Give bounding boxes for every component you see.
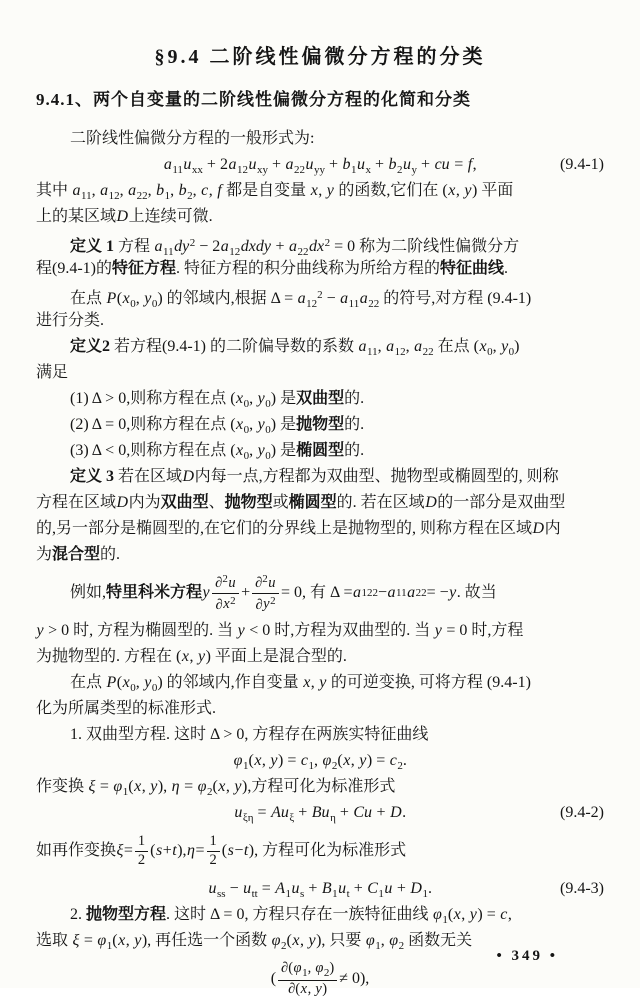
page-number: • 349 • — [496, 948, 558, 964]
text-line: 的,另一部分是椭圆型的,在它们的分界线上是抛物型的, 则称方程在区域D内 — [36, 520, 561, 537]
text-line: 二阶线性偏微分方程的一般形式为: — [70, 130, 315, 147]
text-line: 满足 — [36, 364, 69, 381]
equation-number: (9.4-1) — [560, 156, 604, 173]
equation-body: $a_{11}u_{xx} + 2a_{12}u_{xy} + a_{22}u_{yy} + b_1u_x + b_2u_y$ + cu = f, — [163, 156, 477, 176]
text-line: 为抛物型的. 方程在 (x, y) 平面上是混合型的. — [36, 648, 347, 665]
text-line: 为混合型的. — [36, 546, 121, 563]
equation-body: $u_{\xi\eta} = Au_\xi + Bu_\eta + Cu + D$. — [234, 804, 407, 824]
text-line: 进行分类. — [36, 312, 105, 329]
text-line: 定义2 若方程(9.4-1) 的二阶偏导数的系数 $a_{11}$, $a_{12}$, $a_{22}$ 在点 ($x_0$, $y_0$) — [70, 338, 520, 358]
equation — [36, 152, 604, 178]
text-line: 1. 双曲型方程. 这时 Δ > 0, 方程存在两族实特征曲线 — [70, 726, 429, 743]
text-line: 在点 $P(x_0$, $y_0$) 的邻域内,根据 $\Delta = a_{12}^2 - a_{11}a_{22}$ 的符号,对方程 (9.4-1) — [70, 289, 532, 310]
text-line: 2. 抛物型方程. 这时 Δ = 0, 方程只存在一族特征曲线 $\varphi_1(x$, y) = c, — [70, 906, 512, 926]
text-line: 上的某区域D上连续可微. — [36, 208, 213, 225]
page-title: §9.4 二阶线性偏微分方程的分类 — [154, 46, 486, 68]
equation-body: $u_{ss} - u_{tt} = A_1u_s + B_1u_t + C_1u + D_1$. — [208, 880, 432, 900]
text-line: 方程在区域D内为双曲型、抛物型或椭圆型的. 若在区域D的一部分是双曲型 — [36, 494, 566, 511]
text-line: 化为所属类型的标准形式. — [36, 700, 217, 717]
text-line: 其中 $a_{11}$, $a_{12}$, $a_{22}$, $b_1$, $b_2$, c, f 都是自变量 x, y 的函数,它们在 (x, y) 平面 — [36, 182, 514, 202]
text-line: (2) Δ = 0,则称方程在点 ($x_0$, $y_0$) 是抛物型的. — [70, 416, 365, 436]
text-line: 选取 $\xi = \varphi_1(x$, y), 再任选一个函数 $\varphi_2(x$, y), 只要 $\varphi_1$, $\varphi_2$ 函数无关 — [36, 932, 473, 952]
equation-number: (9.4-2) — [560, 804, 604, 821]
text-line: (1) Δ > 0,则称方程在点 ($x_0$, $y_0$) 是双曲型的. — [70, 390, 365, 410]
equation — [36, 876, 604, 902]
text-line: 作变换 $\xi = \varphi_1(x$, y), $\eta = \varphi_2(x$, y),方程可化为标准形式 — [36, 778, 396, 798]
equation: $\varphi_1(x$, $y) = c_1$, $\varphi_2(x$, $y) = c_2$. — [233, 752, 407, 772]
section-heading: 9.4.1、两个自变量的二阶线性偏微分方程的化简和分类 — [36, 90, 471, 109]
equation: ( $\frac{\partial(\varphi_1, \varphi_2)}{\partial(x, y)}$ ≠ 0), — [270, 959, 370, 997]
text-line: 在点 $P(x_0$, $y_0$) 的邻域内,作自变量 x, y 的可逆变换, 可将方程 (9.4-1) — [70, 674, 531, 694]
text-line: 定义 1 方程 $a_{11}dy^2$ − $2a_{12}dxdy + a_{22}dx^2 = 0$ 称为二阶线性偏微分方 — [70, 237, 520, 258]
text-line: y > 0 时, 方程为椭圆型的. 当 y < 0 时,方程为双曲型的. 当 y = 0 时,方程 — [36, 622, 524, 639]
equation-number: (9.4-3) — [560, 880, 604, 897]
text-line: (3) Δ < 0,则称方程在点 ($x_0$, $y_0$) 是椭圆型的. — [70, 442, 365, 462]
text-line: 定义 3 若在区域D内每一点,方程都为双曲型、抛物型或椭圆型的, 则称 — [70, 468, 559, 485]
text-line: 程(9.4-1)的特征方程. 特征方程的积分曲线称为所给方程的特征曲线. — [36, 260, 509, 277]
text-line: 如再作变换 ξ = $\frac{1}{2}$ ( s + t ), η = $\frac{1}{2}$ ( s − t ), 方程可化为标准形式 — [36, 832, 407, 868]
equation — [36, 800, 604, 826]
text-line: 例如, 特里科米方程 y $\frac{\partial^2u}{\partial x^2}$ + $\frac{\partial^2u}{\partial y^2}$ = 0, 有 Δ = a 12 2 − a 11 a 22 = − y . 故当 — [70, 572, 497, 613]
